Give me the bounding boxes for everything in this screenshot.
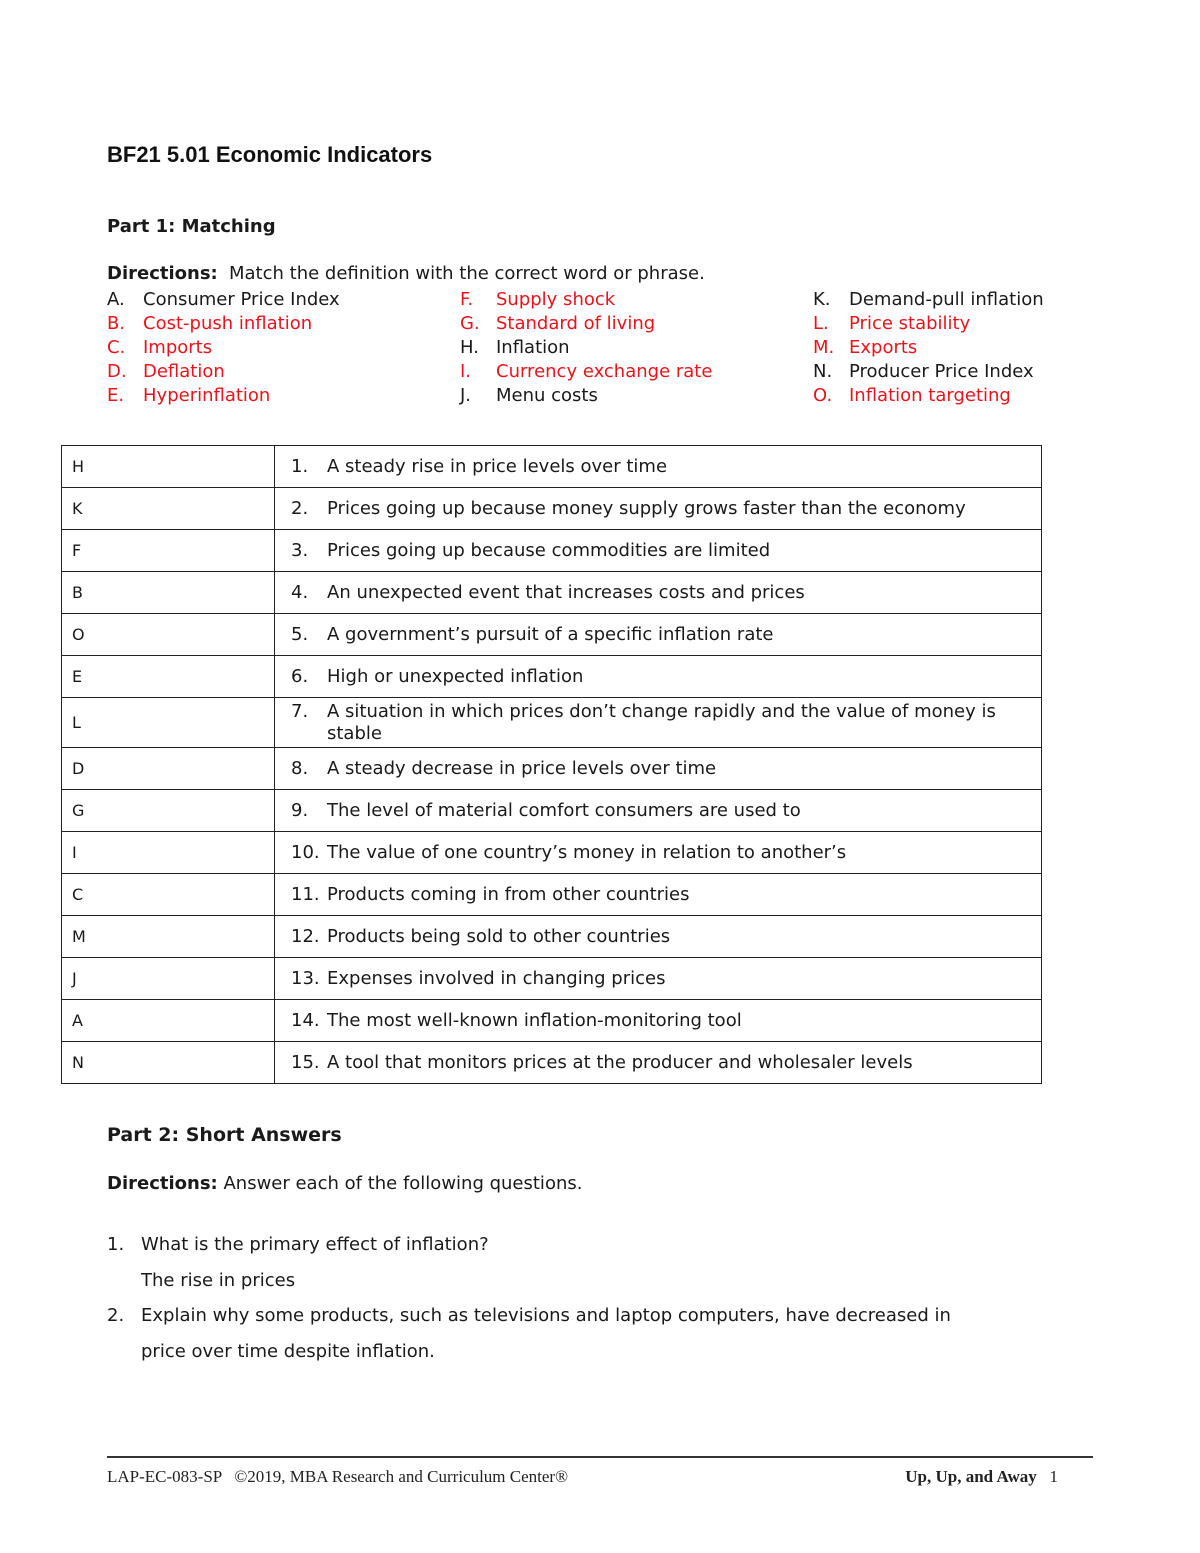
definition-cell: 15. A tool that monitors prices at the producer and wholesaler levels bbox=[275, 1042, 1042, 1084]
definition-cell: 14. The most well-known inflation-monitoring tool bbox=[275, 1000, 1042, 1042]
definition-cell: 9. The level of material comfort consumers are used to bbox=[275, 790, 1042, 832]
definition-cell: 11. Products coming in from other countries bbox=[275, 874, 1042, 916]
term-b: B. Cost-push inflation bbox=[107, 313, 313, 334]
term-f: F. Supply shock bbox=[460, 289, 616, 310]
table-row bbox=[62, 614, 1042, 656]
term-e: E. Hyperinflation bbox=[107, 385, 271, 406]
definition-cell: 4. An unexpected event that increases costs and prices bbox=[275, 572, 1042, 614]
terms-column-2 bbox=[460, 288, 712, 408]
footer-divider bbox=[107, 1456, 1093, 1458]
answer-cell[interactable]: I bbox=[62, 832, 275, 874]
definition-cell: 1. A steady rise in price levels over time bbox=[275, 446, 1042, 488]
term-k: K. Demand-pull inflation bbox=[813, 289, 1044, 310]
question-text-continued: price over time despite inflation. bbox=[141, 1341, 435, 1362]
part1-directions bbox=[107, 263, 705, 284]
question-2 bbox=[107, 1298, 951, 1370]
answer-cell[interactable]: J bbox=[62, 958, 275, 1000]
answer-cell[interactable]: K bbox=[62, 488, 275, 530]
answer-cell[interactable]: L bbox=[62, 698, 275, 748]
question-text: What is the primary effect of inflation? bbox=[141, 1234, 489, 1255]
answer-cell[interactable]: N bbox=[62, 1042, 275, 1084]
footer-lap-title: Up, Up, and Away bbox=[905, 1467, 1037, 1486]
table-row bbox=[62, 1042, 1042, 1084]
term-o: O. Inflation targeting bbox=[813, 385, 1011, 406]
table-row bbox=[62, 572, 1042, 614]
question-number: 2. bbox=[107, 1305, 125, 1326]
question-number: 1. bbox=[107, 1234, 125, 1255]
answer-cell[interactable]: C bbox=[62, 874, 275, 916]
terms-column-3 bbox=[813, 288, 1044, 408]
answer-cell[interactable]: A bbox=[62, 1000, 275, 1042]
answer-cell[interactable]: F bbox=[62, 530, 275, 572]
footer-copyright: LAP-EC-083-SP ©2019, MBA Research and Curriculum Center® bbox=[107, 1467, 569, 1486]
document-title: BF21 5.01 Economic Indicators bbox=[107, 142, 433, 167]
definition-cell: 7. A situation in which prices don’t change rapidly and the value of money is stable bbox=[275, 698, 1042, 748]
table-row bbox=[62, 530, 1042, 572]
term-m: M. Exports bbox=[813, 337, 918, 358]
term-a: A. Consumer Price Index bbox=[107, 289, 340, 310]
directions-text: Match the definition with the correct word or phrase. bbox=[229, 263, 705, 284]
definition-cell: 5. A government’s pursuit of a specific inflation rate bbox=[275, 614, 1042, 656]
answer-cell[interactable]: E bbox=[62, 656, 275, 698]
table-row bbox=[62, 488, 1042, 530]
directions-text: Answer each of the following questions. bbox=[223, 1173, 583, 1194]
part1-heading: Part 1: Matching bbox=[107, 216, 276, 237]
footer-title bbox=[905, 1467, 1058, 1487]
table-row bbox=[62, 958, 1042, 1000]
page-number: 1 bbox=[1049, 1467, 1058, 1486]
terms-column-1 bbox=[107, 288, 340, 408]
question-text: Explain why some products, such as televisions and laptop computers, have decreased in bbox=[141, 1305, 951, 1326]
term-j: J. Menu costs bbox=[460, 385, 598, 406]
answer-cell[interactable]: H bbox=[62, 446, 275, 488]
table-row bbox=[62, 874, 1042, 916]
part2-heading: Part 2: Short Answers bbox=[107, 1124, 342, 1146]
matching-table bbox=[61, 445, 1042, 1084]
term-g: G. Standard of living bbox=[460, 313, 656, 334]
definition-cell: 6. High or unexpected inflation bbox=[275, 656, 1042, 698]
directions-label: Directions: bbox=[107, 263, 218, 284]
table-row bbox=[62, 698, 1042, 748]
term-c: C. Imports bbox=[107, 337, 213, 358]
term-n: N. Producer Price Index bbox=[813, 361, 1034, 382]
definition-cell: 13. Expenses involved in changing prices bbox=[275, 958, 1042, 1000]
definition-cell: 8. A steady decrease in price levels over time bbox=[275, 748, 1042, 790]
table-row bbox=[62, 446, 1042, 488]
table-row bbox=[62, 1000, 1042, 1042]
definition-cell: 12. Products being sold to other countries bbox=[275, 916, 1042, 958]
answer-cell[interactable]: D bbox=[62, 748, 275, 790]
table-row bbox=[62, 832, 1042, 874]
term-i: I. Currency exchange rate bbox=[460, 361, 713, 382]
table-row bbox=[62, 656, 1042, 698]
answer-cell[interactable]: O bbox=[62, 614, 275, 656]
answer-cell[interactable]: G bbox=[62, 790, 275, 832]
table-row bbox=[62, 916, 1042, 958]
answer-cell[interactable]: B bbox=[62, 572, 275, 614]
term-l: L. Price stability bbox=[813, 313, 971, 334]
answer-text[interactable]: The rise in prices bbox=[141, 1270, 296, 1291]
table-row bbox=[62, 790, 1042, 832]
answer-cell[interactable]: M bbox=[62, 916, 275, 958]
directions-label: Directions: bbox=[107, 1173, 218, 1194]
term-h: H. Inflation bbox=[460, 337, 570, 358]
part2-directions bbox=[107, 1173, 582, 1194]
question-1 bbox=[107, 1227, 489, 1299]
table-row bbox=[62, 748, 1042, 790]
definition-cell: 3. Prices going up because commodities are limited bbox=[275, 530, 1042, 572]
definition-cell: 2. Prices going up because money supply grows faster than the economy bbox=[275, 488, 1042, 530]
term-d: D. Deflation bbox=[107, 361, 225, 382]
definition-cell: 10. The value of one country’s money in relation to another’s bbox=[275, 832, 1042, 874]
